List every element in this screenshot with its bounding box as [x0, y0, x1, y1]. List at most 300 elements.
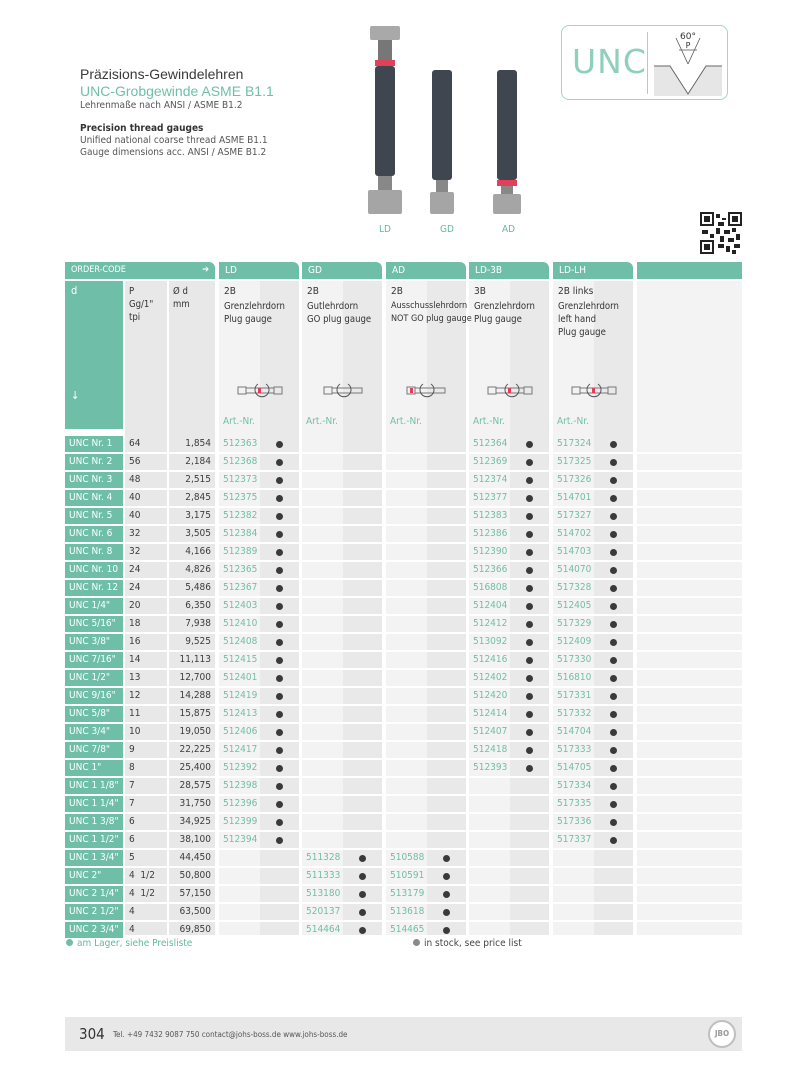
row-divider [65, 704, 742, 706]
article-number-ldlh[interactable]: 517327 [557, 510, 592, 521]
article-number-ld3b[interactable]: 512390 [473, 546, 508, 557]
article-number-ld[interactable]: 512363 [223, 438, 258, 449]
stock-dot-icon [276, 549, 283, 556]
stock-dot-icon [610, 837, 617, 844]
thread-size: UNC Nr. 1 [65, 436, 123, 452]
stock-dot-icon [526, 729, 533, 736]
article-number-ldlh[interactable]: 517326 [557, 474, 592, 485]
gauge-label-gd: GD [440, 224, 454, 235]
tpi-value: 18 [129, 618, 141, 629]
thread-size: UNC Nr. 10 [65, 562, 123, 578]
diameter-value: 34,925 [179, 816, 211, 827]
thread-size: UNC 1 1/8" [65, 778, 123, 794]
tpi-value: 6 [129, 834, 135, 845]
article-number-ldlh[interactable]: 517324 [557, 438, 592, 449]
row-divider [65, 668, 742, 670]
article-number-ld3b[interactable]: 512402 [473, 672, 508, 683]
stock-dot-icon [276, 657, 283, 664]
diameter-value: 31,750 [179, 798, 211, 809]
stock-dot-icon [276, 531, 283, 538]
stock-dot-icon [443, 891, 450, 898]
stock-dot-icon [610, 819, 617, 826]
article-number-ld3b[interactable]: 512414 [473, 708, 508, 719]
article-number-ad[interactable]: 513618 [390, 906, 425, 917]
tpi-value: 10 [129, 726, 141, 737]
stock-dot-icon [276, 567, 283, 574]
row-divider [65, 632, 742, 634]
diameter-value: 1,854 [185, 438, 211, 449]
stock-dot-icon [526, 513, 533, 520]
group-desc-gd: 2B Gutlehrdorn GO plug gauge [307, 286, 372, 325]
diameter-value: 12,700 [179, 672, 211, 683]
row-divider [65, 740, 742, 742]
stock-dot-icon [610, 567, 617, 574]
article-number-ld[interactable]: 512375 [223, 492, 258, 503]
stock-dot-icon [610, 675, 617, 682]
row-divider [65, 506, 742, 508]
tpi-value: 14 [129, 654, 141, 665]
stock-dot-icon [526, 441, 533, 448]
article-number-ld3b[interactable]: 512364 [473, 438, 508, 449]
thread-size: UNC 2 3/4" [65, 922, 123, 938]
row-divider [65, 542, 742, 544]
stock-dot-icon [610, 747, 617, 754]
article-number-ld3b[interactable]: 512393 [473, 762, 508, 773]
row-divider [65, 686, 742, 688]
tpi-value: 24 [129, 564, 141, 575]
group-desc-ld-3b: 3B Grenzlehrdorn Plug gauge [474, 286, 535, 325]
tpi-value: 56 [129, 456, 141, 467]
stock-dot-icon [276, 495, 283, 502]
gauge-label-ad: AD [502, 224, 516, 235]
stock-dot-icon [610, 639, 617, 646]
article-number-ld3b[interactable]: 512374 [473, 474, 508, 485]
thread-size: UNC 1" [65, 760, 123, 776]
group-desc-ld-lh: 2B links Grenzlehrdorn left hand Plug gauge [558, 286, 619, 338]
article-number-ld3b[interactable]: 512420 [473, 690, 508, 701]
tpi-value: 7 [129, 798, 135, 809]
article-number-ldlh[interactable]: 514702 [557, 528, 592, 539]
art-label-ld-lh: Art.-Nr. [557, 416, 589, 427]
stock-dot-icon [276, 693, 283, 700]
article-number-ldlh[interactable]: 517329 [557, 618, 592, 629]
gauge-label-ld: LD [379, 224, 391, 235]
stock-dot-icon [526, 621, 533, 628]
stock-dot-icon [610, 513, 617, 520]
art-label-ad: Art.-Nr. [390, 416, 422, 427]
article-number-ld3b[interactable]: 513092 [473, 636, 508, 647]
stock-dot-icon [526, 585, 533, 592]
stock-dot-icon [443, 873, 450, 880]
article-number-ld[interactable]: 512408 [223, 636, 258, 647]
d-column-header [65, 281, 123, 429]
article-number-ld[interactable]: 512367 [223, 582, 258, 593]
tpi-value: 11 [129, 708, 141, 719]
article-number-ad[interactable]: 510591 [390, 870, 425, 881]
stock-dot-icon [526, 747, 533, 754]
thread-size: UNC Nr. 4 [65, 490, 123, 506]
thread-size: UNC 1 3/8" [65, 814, 123, 830]
stock-dot-icon [276, 639, 283, 646]
tpi-value: 16 [129, 636, 141, 647]
tpi-value: 4 [129, 906, 135, 917]
row-divider [65, 614, 742, 616]
tpi-value: 5 [129, 852, 135, 863]
thread-size: UNC Nr. 8 [65, 544, 123, 560]
diameter-value: 28,575 [179, 780, 211, 791]
article-number-ldlh[interactable]: 512409 [557, 636, 592, 647]
stock-dot-icon [276, 801, 283, 808]
art-label-gd: Art.-Nr. [306, 416, 338, 427]
article-number-ld[interactable]: 512417 [223, 744, 258, 755]
article-number-ad[interactable]: 510588 [390, 852, 425, 863]
article-number-ldlh[interactable]: 517333 [557, 744, 592, 755]
stock-dot-icon [276, 765, 283, 772]
article-number-ldlh[interactable]: 517331 [557, 690, 592, 701]
diameter-value: 2,845 [185, 492, 211, 503]
stock-dot-icon [276, 675, 283, 682]
article-number-ld[interactable]: 512403 [223, 600, 258, 611]
thread-size: UNC 1 1/2" [65, 832, 123, 848]
tpi-value: 32 [129, 528, 141, 539]
thread-pitch-label: P [685, 41, 691, 50]
article-number-ld3b[interactable]: 516808 [473, 582, 508, 593]
tpi-value: 20 [129, 600, 141, 611]
article-number-ld[interactable]: 512365 [223, 564, 258, 575]
diameter-value: 2,515 [185, 474, 211, 485]
diameter-value: 50,800 [179, 870, 211, 881]
article-number-ldlh[interactable]: 517328 [557, 582, 592, 593]
article-number-ld3b[interactable]: 512404 [473, 600, 508, 611]
diameter-value: 63,500 [179, 906, 211, 917]
stock-dot-icon [276, 819, 283, 826]
stock-dot-icon [526, 711, 533, 718]
stock-dot-icon [610, 531, 617, 538]
company-logo-icon: JBO [708, 1020, 736, 1048]
stock-dot-icon [526, 495, 533, 502]
article-number-ld3b[interactable]: 512369 [473, 456, 508, 467]
stock-dot-icon [610, 585, 617, 592]
art-label-ld: Art.-Nr. [223, 416, 255, 427]
article-number-ld3b[interactable]: 512416 [473, 654, 508, 665]
row-divider [65, 560, 742, 562]
diameter-value: 3,505 [185, 528, 211, 539]
article-number-ld3b[interactable]: 512366 [473, 564, 508, 575]
diameter-value: 44,450 [179, 852, 211, 863]
thread-size: UNC 5/16" [65, 616, 123, 632]
gauge-icon-ad [405, 380, 455, 400]
thread-gauges-image [360, 24, 535, 224]
stock-dot-icon [276, 477, 283, 484]
stock-dot-icon [443, 927, 450, 934]
row-divider [65, 650, 742, 652]
article-number-ld[interactable]: 512399 [223, 816, 258, 827]
article-number-ld[interactable]: 512410 [223, 618, 258, 629]
article-number-ld3b[interactable]: 512377 [473, 492, 508, 503]
stock-dot-icon [443, 855, 450, 862]
article-number-ldlh[interactable]: 514701 [557, 492, 592, 503]
stock-dot-icon [276, 729, 283, 736]
article-number-ld3b[interactable]: 512407 [473, 726, 508, 737]
article-number-ldlh[interactable]: 517332 [557, 708, 592, 719]
article-number-ld[interactable]: 512415 [223, 654, 258, 665]
article-number-ldlh[interactable]: 512405 [557, 600, 592, 611]
diameter-value: 57,150 [179, 888, 211, 899]
row-divider [65, 776, 742, 778]
article-number-ldlh[interactable]: 517325 [557, 456, 592, 467]
legend-en: in stock, see price list [413, 938, 522, 949]
article-number-ld[interactable]: 512398 [223, 780, 258, 791]
stock-dot-icon [526, 531, 533, 538]
line-de: Lehrenmaße nach ANSI / ASME B1.2 [80, 100, 243, 111]
diameter-value: 25,400 [179, 762, 211, 773]
stock-dot-icon [610, 549, 617, 556]
stock-dot-icon [276, 603, 283, 610]
stock-dot-icon [359, 855, 366, 862]
article-number-ld3b[interactable]: 512386 [473, 528, 508, 539]
diameter-value: 2,184 [185, 456, 211, 467]
unc-badge-label: UNC [572, 42, 647, 81]
thread-size: UNC Nr. 12 [65, 580, 123, 596]
title-de: Präzisions-Gewindelehren [80, 66, 244, 82]
line-en-1: Unified national coarse thread ASME B1.1 [80, 135, 268, 146]
stock-dot-icon [526, 567, 533, 574]
article-number-ld[interactable]: 512396 [223, 798, 258, 809]
stock-dot-icon [610, 603, 617, 610]
tpi-value: 4 1/2 [129, 870, 155, 881]
stock-dot-icon [610, 801, 617, 808]
diameter-value: 15,875 [179, 708, 211, 719]
thread-size: UNC Nr. 2 [65, 454, 123, 470]
art-label-ld-3b: Art.-Nr. [473, 416, 505, 427]
tpi-value: 8 [129, 762, 135, 773]
stock-dot-icon [610, 495, 617, 502]
d-column-label: d [71, 284, 78, 297]
stock-dot-icon [359, 891, 366, 898]
page-number: 304 [79, 1025, 105, 1043]
diameter-value: 69,850 [179, 924, 211, 935]
arrow-down-icon: ↓ [71, 389, 80, 402]
stock-dot-icon [610, 459, 617, 466]
row-divider [65, 830, 742, 832]
diameter-value: 5,486 [185, 582, 211, 593]
article-number-ld3b[interactable]: 512418 [473, 744, 508, 755]
stock-dot-icon [526, 657, 533, 664]
thread-size: UNC 2" [65, 868, 123, 884]
stock-dot-icon [610, 783, 617, 790]
tpi-value: 7 [129, 780, 135, 791]
article-number-gd[interactable]: 511333 [306, 870, 341, 881]
stock-dot-icon [276, 621, 283, 628]
tpi-value: 12 [129, 690, 141, 701]
stock-dot-icon [526, 675, 533, 682]
stock-dot-icon [276, 783, 283, 790]
article-number-ad[interactable]: 513179 [390, 888, 425, 899]
thread-size: UNC Nr. 6 [65, 526, 123, 542]
article-number-ld[interactable]: 512413 [223, 708, 258, 719]
stock-dot-icon [276, 459, 283, 466]
empty-col-bg [637, 281, 742, 935]
article-number-gd[interactable]: 511328 [306, 852, 341, 863]
stock-dot-icon [359, 873, 366, 880]
stock-dot-icon [276, 747, 283, 754]
article-number-ldlh[interactable]: 514705 [557, 762, 592, 773]
stock-dot-icon [526, 477, 533, 484]
group-header-ad: AD [386, 262, 466, 279]
article-number-gd[interactable]: 520137 [306, 906, 341, 917]
group-desc-ld: 2B Grenzlehrdorn Plug gauge [224, 286, 285, 325]
article-number-ld[interactable]: 512401 [223, 672, 258, 683]
article-number-ldlh[interactable]: 514070 [557, 564, 592, 575]
row-divider [65, 470, 742, 472]
stock-dot-icon [526, 639, 533, 646]
article-number-ldlh[interactable]: 516810 [557, 672, 592, 683]
stock-dot-icon [276, 837, 283, 844]
diameter-value: 4,166 [185, 546, 211, 557]
thread-size: UNC Nr. 3 [65, 472, 123, 488]
tpi-value: 9 [129, 744, 135, 755]
thread-size: UNC 1 3/4" [65, 850, 123, 866]
tpi-value: 40 [129, 510, 141, 521]
article-number-ldlh[interactable]: 517335 [557, 798, 592, 809]
unc-badge [561, 25, 728, 100]
subtitle-de: UNC-Grobgewinde ASME B1.1 [80, 83, 274, 99]
gauge-icon-ld-3b [486, 380, 536, 400]
article-number-gd[interactable]: 514464 [306, 924, 341, 935]
stock-dot-icon [610, 477, 617, 484]
stock-dot-icon [610, 693, 617, 700]
stock-dot-icon [359, 909, 366, 916]
tpi-value: 64 [129, 438, 141, 449]
stock-dot-icon [276, 441, 283, 448]
stock-dot-icon [413, 939, 420, 946]
article-number-ldlh[interactable]: 517336 [557, 816, 592, 827]
group-desc-ad: 2B Ausschusslehrdorn NOT GO plug gauge [391, 286, 472, 324]
stock-dot-icon [610, 441, 617, 448]
article-number-ldlh[interactable]: 517337 [557, 834, 592, 845]
article-number-ld[interactable]: 512419 [223, 690, 258, 701]
diameter-value: 14,288 [179, 690, 211, 701]
thread-size: UNC 9/16" [65, 688, 123, 704]
stock-dot-icon [526, 459, 533, 466]
gauge-icon-ld [236, 380, 286, 400]
group-header-ld: LD [219, 262, 299, 279]
group-header-ld-3b: LD-3B [469, 262, 549, 279]
stock-dot-icon [610, 729, 617, 736]
tpi-value: 4 [129, 924, 135, 935]
article-number-ld[interactable]: 512406 [223, 726, 258, 737]
article-number-ad[interactable]: 514465 [390, 924, 425, 935]
article-number-ld[interactable]: 512382 [223, 510, 258, 521]
thread-size: UNC 3/4" [65, 724, 123, 740]
stock-dot-icon [526, 765, 533, 772]
diameter-value: 9,525 [185, 636, 211, 647]
article-number-ld[interactable]: 512368 [223, 456, 258, 467]
article-number-ldlh[interactable]: 514703 [557, 546, 592, 557]
legend-de: am Lager, siehe Preisliste [66, 938, 192, 949]
stock-dot-icon [526, 693, 533, 700]
article-number-ld[interactable]: 512389 [223, 546, 258, 557]
thread-size: UNC 2 1/4" [65, 886, 123, 902]
tpi-value: 24 [129, 582, 141, 593]
tpi-value: 6 [129, 816, 135, 827]
diameter-value: 11,113 [179, 654, 211, 665]
thread-angle-label: 60° [680, 32, 696, 42]
page-header [80, 66, 274, 158]
stock-dot-icon [276, 585, 283, 592]
article-number-ld[interactable]: 512373 [223, 474, 258, 485]
article-number-ldlh[interactable]: 517330 [557, 654, 592, 665]
thread-size: UNC 5/8" [65, 706, 123, 722]
article-number-ld3b[interactable]: 512383 [473, 510, 508, 521]
article-number-ld[interactable]: 512394 [223, 834, 258, 845]
thread-size: UNC 3/8" [65, 634, 123, 650]
row-divider [65, 812, 742, 814]
stock-dot-icon [276, 711, 283, 718]
stock-dot-icon [526, 549, 533, 556]
stock-dot-icon [610, 711, 617, 718]
thread-size: UNC 7/16" [65, 652, 123, 668]
row-divider [65, 758, 742, 760]
diameter-value: 6,350 [185, 600, 211, 611]
tpi-value: 4 1/2 [129, 888, 155, 899]
row-divider [65, 596, 742, 598]
article-number-gd[interactable]: 513180 [306, 888, 341, 899]
stock-dot-icon [610, 621, 617, 628]
article-number-ld[interactable]: 512384 [223, 528, 258, 539]
diameter-value: 3,175 [185, 510, 211, 521]
stock-dot-icon [66, 939, 73, 946]
stock-dot-icon [359, 927, 366, 934]
diameter-value: 19,050 [179, 726, 211, 737]
thread-size: UNC Nr. 5 [65, 508, 123, 524]
article-number-ld3b[interactable]: 512412 [473, 618, 508, 629]
article-number-ldlh[interactable]: 514704 [557, 726, 592, 737]
arrow-right-icon: ➔ [202, 265, 209, 275]
thread-size: UNC 2 1/2" [65, 904, 123, 920]
tpi-value: 48 [129, 474, 141, 485]
order-code-label: ORDER-CODE [71, 265, 126, 275]
contact-info: Tel. +49 7432 9087 750 contact@johs-boss.de www.johs-boss.de [113, 1030, 348, 1039]
tpi-column-header: P Gg/1" tpi [129, 286, 154, 323]
line-en-2: Gauge dimensions acc. ANSI / ASME B1.2 [80, 147, 267, 158]
thread-size: UNC 1 1/4" [65, 796, 123, 812]
order-code-header [65, 262, 215, 279]
article-number-ldlh[interactable]: 517334 [557, 780, 592, 791]
stock-dot-icon [610, 765, 617, 772]
gauge-icon-gd [322, 380, 372, 400]
diameter-value: 22,225 [179, 744, 211, 755]
page-footer [65, 1017, 742, 1051]
stock-dot-icon [276, 513, 283, 520]
article-number-ld[interactable]: 512392 [223, 762, 258, 773]
tpi-value: 32 [129, 546, 141, 557]
row-divider [65, 452, 742, 454]
diameter-value: 4,826 [185, 564, 211, 575]
group-header-gd: GD [302, 262, 382, 279]
tpi-value: 13 [129, 672, 141, 683]
stock-dot-icon [610, 657, 617, 664]
row-divider [65, 524, 742, 526]
row-divider [65, 722, 742, 724]
qr-code-icon[interactable] [700, 212, 742, 254]
row-divider [65, 578, 742, 580]
group-header-ld-lh: LD-LH [553, 262, 633, 279]
diameter-value: 38,100 [179, 834, 211, 845]
diameter-value: 7,938 [185, 618, 211, 629]
group-header-empty [637, 262, 742, 279]
stock-dot-icon [526, 603, 533, 610]
